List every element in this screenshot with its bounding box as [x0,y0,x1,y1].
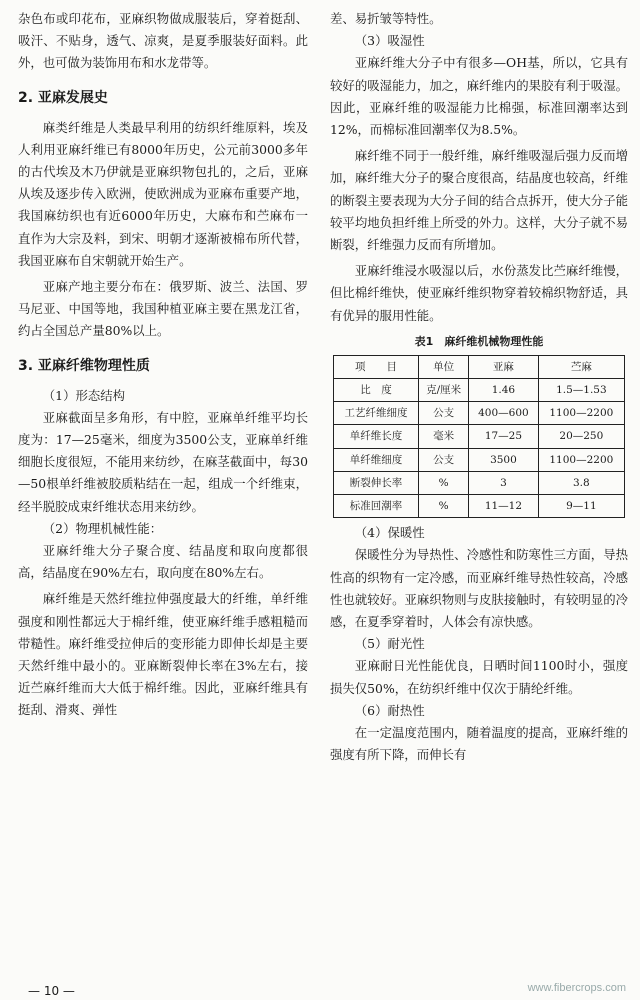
moisture-paragraph-2: 麻纤维不同于一般纤维，麻纤维吸湿后强力反而增加，麻纤维大分子的聚合度很高，结晶度也较高，纤维的断裂主要表现为大分子间的结合点拆开，使大分子能较平均地负担纤维上所受的外力。这样，大分子就不易断裂，纤维强力反而有所增加。 [330,148,628,253]
section-2-title: 2. 亚麻发展史 [18,89,108,106]
table-cell: % [419,495,469,518]
table-cell: 断裂伸长率 [334,471,419,494]
table-cell: 1.46 [469,379,539,402]
table-row [334,379,625,402]
table-cell: 毫米 [419,425,469,448]
history-paragraph-2: 亚麻产地主要分布在：俄罗斯、波兰、法国、罗马尼亚、中国等地，我国种植亚麻主要在黑龙江省，约占全国总产量80%以上。 [18,279,308,339]
table-cell: 工艺纤维细度 [334,402,419,425]
table-cell: 1100—2200 [538,448,624,471]
header-item: 项 目 [334,355,419,378]
left-column [18,8,308,722]
table-row [334,471,625,494]
table-cell: 标准回潮率 [334,495,419,518]
moisture-paragraph-3: 亚麻纤维浸水吸湿以后，水份蒸发比苎麻纤维慢，但比棉纤维快，使亚麻纤维织物穿着较棉织物舒适，具有优异的服用性能。 [330,263,628,323]
table-cell: 3 [469,471,539,494]
subsection-5-heading: （5）耐光性 [354,636,425,652]
table-cell: 400—600 [469,402,539,425]
right-column [330,8,628,767]
table-cell: 公支 [419,448,469,471]
fiber-properties-table [333,355,625,518]
table-cell: 20—250 [538,425,624,448]
heat-resistance-paragraph: 在一定温度范围内，随着温度的提高，亚麻纤维的强度有所下降，而伸长有 [330,725,628,763]
mechanical-paragraph-2: 麻纤维是天然纤维拉伸强度最大的纤维，单纤维强度和刚性都远大于棉纤维，使亚麻纤维手感粗糙而带糙性。麻纤维受拉伸后的变形能力即伸长却是主要天然纤维中最小的。亚麻断裂伸长率在3%左右，接近苎麻纤维而大大低于棉纤维。因此，亚麻纤维具有挺刮、滑爽、弹性 [18,591,308,718]
table-cell: % [419,471,469,494]
table-cell: 3.8 [538,471,624,494]
table-row [334,448,625,471]
table-cell: 9—11 [538,495,624,518]
table-cell: 比 度 [334,379,419,402]
header-ramie: 苎麻 [538,355,624,378]
table-cell: 3500 [469,448,539,471]
intro-paragraph-tail: 杂色布或印花布，亚麻织物做成服装后，穿着挺刮、吸汗、不贴身，透气、凉爽，是夏季服装好面料。此外，也可做为装饰用布和水龙带等。 [18,11,308,71]
table-caption: 表1 麻纤维机械物理性能 [414,334,544,348]
table-cell: 11—12 [469,495,539,518]
header-flax: 亚麻 [469,355,539,378]
table-row [334,495,625,518]
table-cell: 1.5—1.53 [538,379,624,402]
table-row [334,402,625,425]
lightfastness-paragraph: 亚麻耐日光性能优良，日晒时间1100时小，强度损失仅50%，在纺织纤维中仅次于腈纶纤维。 [330,658,628,696]
subsection-4-heading: （4）保暖性 [354,525,425,541]
mechanical-paragraph-1: 亚麻纤维大分子聚合度、结晶度和取向度都很高，结晶度在90%左右，取向度在80%左右。 [18,543,308,581]
table-cell: 克/厘米 [419,379,469,402]
page-number: — 10 — [28,984,75,998]
warmth-paragraph: 保暖性分为导热性、冷感性和防寒性三方面，导热性高的织物有一定冷感，而亚麻纤维导热性较高，冷感性也就较好。亚麻织物则与皮肤接触时，有较明显的冷感，在夏季穿着时，人体会有凉快感。 [330,547,628,630]
history-paragraph-1: 麻类纤维是人类最早利用的纺织纤维原料，埃及人利用亚麻纤维已有8000年历史，公元前3000多年的古代埃及木乃伊就是亚麻织物包扎的，之后，亚麻从埃及逐步传入欧洲，使欧洲成为亚麻布重要产地，我国麻纺织也有近6000年历史，大麻布和苎麻布一直作为大宗及料，到宋、明朝才逐渐被棉布所代替，我国亚麻布自宋朝就开始生产。 [18,119,308,268]
subsection-1-heading: （1）形态结构 [42,387,126,403]
moisture-paragraph-1: 亚麻纤维大分子中有很多—OH基，所以，它具有较好的吸湿能力，加之，麻纤维内的果胶有利于吸湿。因此，亚麻纤维的吸湿能力比棉强，标准回潮率达到12%，而棉标准回潮率仅为8.5%。 [330,55,628,138]
table-cell: 1100—2200 [538,402,624,425]
table-cell: 公支 [419,402,469,425]
watermark-text: www.fibercrops.com [527,982,626,994]
table-cell: 单纤维长度 [334,425,419,448]
header-unit: 单位 [419,355,469,378]
table-row [334,425,625,448]
section-3-title: 3. 亚麻纤维物理性质 [18,357,150,374]
morphology-paragraph: 亚麻截面呈多角形，有中腔，亚麻单纤维平均长度为：17—25毫米，细度为3500公支，亚麻单纤维细胞长度很短，不能用来纺纱，在麻茎截面中，每30—50根单纤维被胶质粘结在一起，组成一个纤维束，经半脱胶成束纤维状态用来纺纱。 [18,409,308,514]
subsection-3-heading: （3）吸湿性 [354,33,425,49]
table-header-row [334,355,625,378]
continued-text: 差、易折皱等特性。 [330,11,442,26]
table-cell: 17—25 [469,425,539,448]
table-cell: 单纤维细度 [334,448,419,471]
subsection-2-heading: （2）物理机械性能： [42,520,163,536]
subsection-6-heading: （6）耐热性 [354,702,425,718]
